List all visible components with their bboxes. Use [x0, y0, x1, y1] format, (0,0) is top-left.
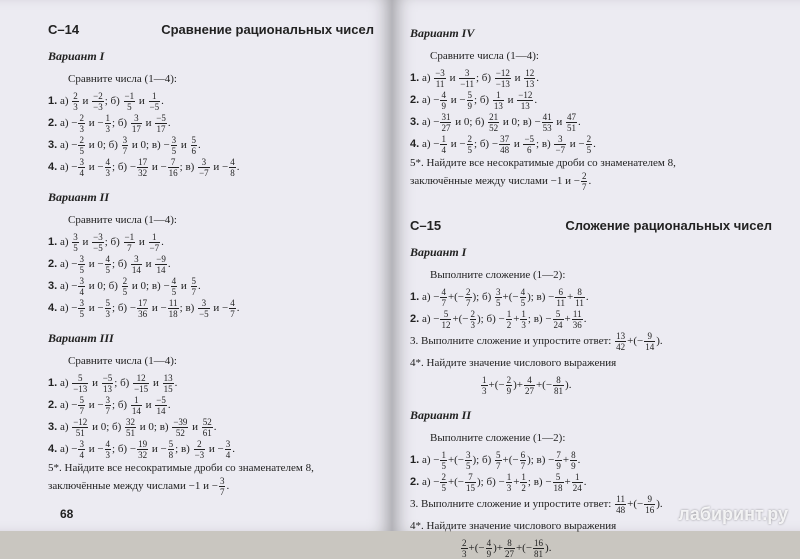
task-line: 1. а) − $\frac{4}{7}$ +(− $\frac{2}{7}$ ); б) $\frac{3}{5}$ +(− $\frac{4}{5}$ ); в) − $\frac{6}{11}$ + $\frac{8}{11}$ .	[410, 286, 589, 308]
task-line: 1. а) − $\frac{1}{5}$ +(− $\frac{3}{5}$ ); б) $\frac{5}{7}$ +(− $\frac{6}{7}$ ); в) − $\frac{7}{9}$ + $\frac{8}{9}$ .	[410, 449, 581, 471]
task-line: 2. а) − $\frac{3}{5}$ и − $\frac{4}{5}$ ; б) $\frac{3}{14}$ и $\frac{-9}{14}$ .	[48, 253, 171, 275]
task-prompt: Сравните числа (1—4):	[68, 214, 177, 226]
task-line: 5*. Найдите все несократимые дроби со знаменателем 8, заключённые между числами −1 и − $\frac{3}{7}$ .	[48, 462, 314, 497]
expression: $\frac{1}{3}$ +(− $\frac{2}{9}$ )+ $\frac{4}{27}$ +(− $\frac{8}{81}$ ).	[482, 374, 572, 396]
section-code: С–14	[48, 22, 80, 37]
task-line: 2. а) − $\frac{4}{9}$ и − $\frac{5}{9}$ ; б) $\frac{1}{13}$ и $\frac{-12}{13}$ .	[410, 89, 538, 111]
task-line: 2. а) − $\frac{2}{5}$ +(− $\frac{7}{15}$ ); б) − $\frac{1}{3}$ + $\frac{1}{2}$ ; в) − $\frac{5}{18}$ + $\frac{1}{24}$ .	[410, 471, 587, 493]
task-line: 1. а) $\frac{2}{3}$ и $\frac{-2}{-3}$ ; б) $\frac{-1}{5}$ и $\frac{1}{-5}$ .	[48, 90, 164, 112]
watermark-logo: лабиринт.ру	[678, 504, 788, 524]
task-line: 3. а) $\frac{-12}{51}$ и 0; б) $\frac{32}{51}$ и 0; в) $\frac{-39}{52}$ и $\frac{52}{61}$ .	[48, 416, 217, 438]
page-number: 68	[60, 507, 74, 521]
task-line: 3. а) − $\frac{2}{5}$ и 0; б) $\frac{3}{7}$ и 0; в) − $\frac{3}{5}$ и $\frac{5}{6}$ .	[48, 134, 201, 156]
section-code: С–15	[410, 218, 442, 233]
task-line: 3. Выполните сложение и упростите ответ: $\frac{11}{48}$ +(− $\frac{9}{16}$ ).	[410, 493, 663, 515]
left-page	[0, 0, 392, 531]
task-text: 3. Выполните сложение и упростите ответ:	[410, 498, 612, 510]
variant-label: Вариант II	[48, 190, 110, 204]
task-prompt: Выполните сложение (1—2):	[430, 432, 566, 444]
task-prompt: Сравните числа (1—4):	[68, 355, 177, 367]
task-line: 4. а) − $\frac{1}{4}$ и − $\frac{2}{5}$ ; б) − $\frac{37}{48}$ и $\frac{-5}{6}$ ; в) $\frac{3}{-7}$ и − $\frac{2}{5}$ .	[410, 133, 596, 155]
task-prompt: Сравните числа (1—4):	[68, 73, 177, 85]
variant-label: Вариант II	[410, 408, 472, 422]
task-line: 4*. Найдите значение числового выражения	[410, 520, 617, 532]
right-page	[392, 0, 800, 559]
task-line: 5*. Найдите все несократимые дроби со знаменателем 8, заключённые между числами −1 и − $\frac{2}{7}$ .	[410, 157, 676, 192]
task-line: 2. а) − $\frac{5}{12}$ +(− $\frac{2}{3}$ ); б) − $\frac{1}{2}$ + $\frac{1}{3}$ ; в) − $\frac{5}{24}$ + $\frac{11}{36}$ .	[410, 308, 587, 330]
task-line: 2. а) − $\frac{5}{7}$ и − $\frac{3}{7}$ ; б) $\frac{1}{14}$ и $\frac{-5}{14}$ .	[48, 394, 171, 416]
task-line: 4. а) − $\frac{3}{4}$ и − $\frac{4}{3}$ ; б) − $\frac{19}{32}$ и − $\frac{5}{8}$ ; в) $\frac{2}{-3}$ и − $\frac{3}{4}$ .	[48, 438, 235, 460]
task-text: 3. Выполните сложение и упростите ответ:	[410, 335, 612, 347]
variant-label: Вариант III	[48, 331, 114, 345]
task-line: 4. а) − $\frac{3}{5}$ и − $\frac{5}{3}$ ; б) − $\frac{17}{36}$ и − $\frac{11}{18}$ ; в) $\frac{3}{-5}$ и − $\frac{4}{7}$ .	[48, 297, 240, 319]
task-line: 3. а) − $\frac{31}{27}$ и 0; б) $\frac{21}{52}$ и 0; в) − $\frac{41}{53}$ и $\frac{47}{51}$ .	[410, 111, 581, 133]
task-text: 5*. Найдите все несократимые дроби со знаменателем 8, заключённые между числами −1 и −	[48, 462, 314, 493]
task-prompt: Сравните числа (1—4):	[430, 50, 539, 62]
task-prompt: Выполните сложение (1—2):	[430, 269, 566, 281]
task-line: 1. а) $\frac{3}{5}$ и $\frac{-3}{-5}$ ; б) $\frac{-1}{7}$ и $\frac{1}{-7}$ .	[48, 231, 164, 253]
task-line: 1. а) $\frac{-3}{11}$ и $\frac{3}{-11}$ ; б) $\frac{-12}{-13}$ и $\frac{12}{13}$ .	[410, 67, 539, 89]
task-line: 3. Выполните сложение и упростите ответ: $\frac{13}{42}$ +(− $\frac{9}{14}$ ).	[410, 330, 663, 352]
task-line: 1. а) $\frac{5}{-13}$ и $\frac{-5}{13}$ ; б) $\frac{12}{-15}$ и $\frac{13}{15}$ .	[48, 372, 178, 394]
expression: $\frac{2}{3}$ +(− $\frac{4}{9}$ )+ $\frac{8}{27}$ +(− $\frac{16}{81}$ ).	[462, 537, 552, 559]
task-line: 2. а) − $\frac{2}{3}$ и − $\frac{1}{3}$ ; б) $\frac{3}{17}$ и $\frac{-5}{17}$ .	[48, 112, 171, 134]
variant-label: Вариант IV	[410, 26, 475, 40]
variant-label: Вариант I	[410, 245, 467, 259]
section-header	[48, 22, 374, 37]
task-line: 4*. Найдите значение числового выражения	[410, 357, 617, 369]
task-text: 5*. Найдите все несократимые дроби со знаменателем 8, заключённые между числами −1 и −	[410, 157, 676, 188]
task-line: 3. а) − $\frac{3}{4}$ и 0; б) $\frac{2}{5}$ и 0; в) − $\frac{4}{5}$ и $\frac{5}{7}$ .	[48, 275, 201, 297]
section-title: Сравнение рациональных чисел	[161, 22, 374, 37]
section-title: Сложение рациональных чисел	[565, 218, 772, 233]
section-header	[410, 218, 772, 233]
task-line: 4. а) − $\frac{3}{4}$ и − $\frac{4}{3}$ ; б) − $\frac{17}{32}$ и − $\frac{7}{16}$ ; в) $\frac{3}{-7}$ и − $\frac{4}{8}$ .	[48, 156, 240, 178]
variant-label: Вариант I	[48, 49, 105, 63]
